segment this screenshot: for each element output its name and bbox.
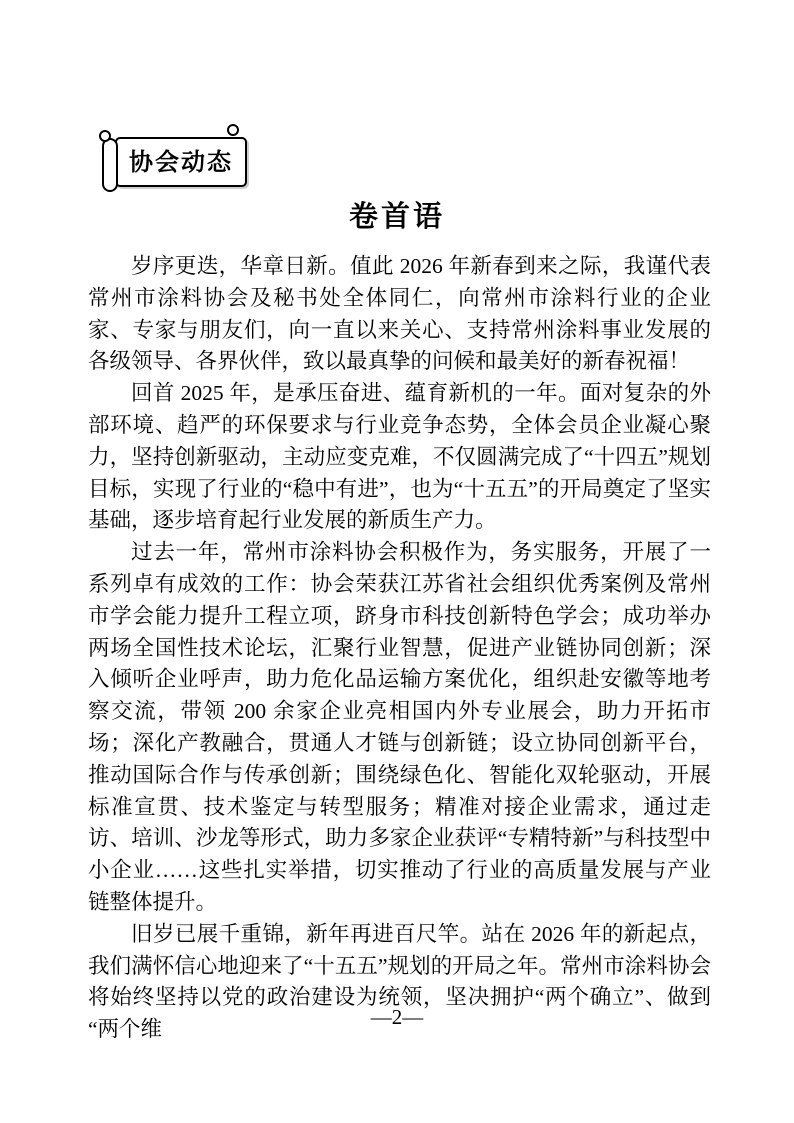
section-banner-label: 协会动态 [129, 149, 233, 176]
scroll-curl-top-right [227, 124, 239, 136]
page-title: 卷首语 [348, 201, 445, 233]
section-banner-scroll [98, 124, 250, 198]
paragraph-3: 过去一年，常州市涂料协会积极作为，务实服务，开展了一系列卓有成效的工作：协会荣获江苏省社会组织优秀案例及常州市学会能力提升工程立项，跻身市科技创新特色学会；成功举办两场全国性技术论坛，汇聚行业智慧，促进产业链协同创新；深入倾听企业呼声，助力危化品运输方案优化，组织赴安徽等地考察交流，带领 200 余家企业亮相国内外专业展会，助力开拓市场；深化产教融合，贯通人才链与创新链；设立协同创新平台，推动国际合作与传承创新；围绕绿色化、智能化双轮驱动，开展标准宣贯、技术鉴定与转型服务；精准对接企业需求，通过走访、培训、沙龙等形式，助力多家企业获评“专精特新”与科技型中小企业……这些扎实举措，切实推动了行业的高质量发展与产业链整体提升。 [88, 540, 711, 914]
scroll-left-roll [102, 138, 118, 192]
paragraph-1: 岁序更迭，华章日新。值此 2026 年新春到来之际，我谨代表常州市涂料协会及秘书处全体同仁，向常州市涂料行业的企业家、专家与朋友们，向一直以来关心、支持常州涂料事业发展的各级领导、各界伙伴，致以最真挚的问候和最美好的新春祝福！ [88, 254, 711, 374]
paragraph-2: 回首 2025 年，是承压奋进、蕴育新机的一年。面对复杂的外部环境、趋严的环保要求与行业竞争态势，全体会员企业凝心聚力，坚持创新驱动，主动应变克难，不仅圆满完成了“十四五”规划目标，实现了行业的“稳中有进”，也为“十五五”的开局奠定了坚实基础，逐步培育起行业发展的新质生产力。 [88, 381, 711, 533]
document-body [88, 251, 711, 1046]
page-number: —2— [370, 1005, 424, 1029]
scroll-curl-top-left [99, 130, 111, 142]
paragraph-4: 旧岁已展千重锦，新年再进百尺竿。站在 2026 年的新起点，我们满怀信心地迎来了“十五五”规划的开局之年。常州市涂料协会将始终坚持以党的政治建设为统领，坚决拥护“两个确立”、做到“两个维 [88, 921, 711, 1042]
scroll-banner-body [115, 137, 247, 187]
